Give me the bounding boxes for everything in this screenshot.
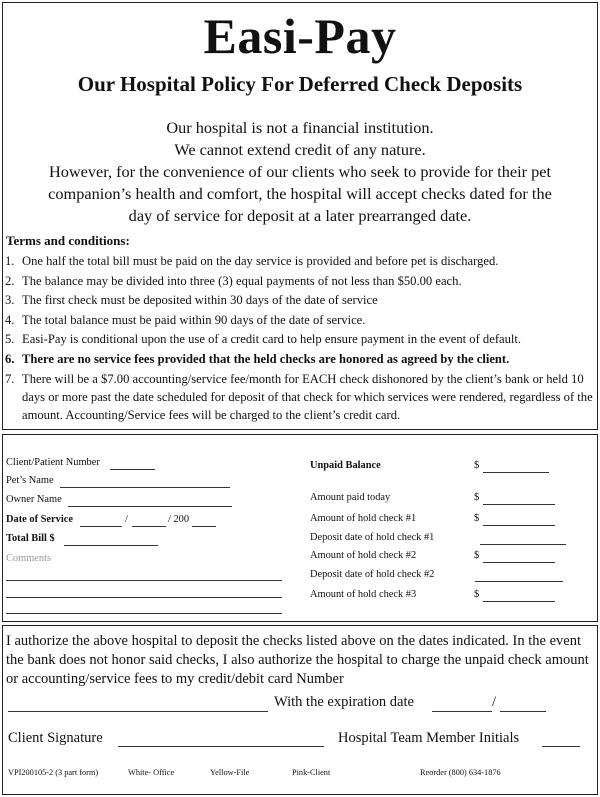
deposit-date-1-label: Deposit date of hold check #1 [310, 532, 435, 543]
pets-name-label: Pet’s Name [6, 475, 54, 486]
unpaid-balance-label: Unpaid Balance [310, 460, 381, 471]
client-signature-field[interactable] [118, 746, 324, 747]
term-item: 4. The total balance must be paid within 90 days of the date of service. [5, 312, 366, 327]
form-id: VPI200105-2 (3 part form) [8, 768, 99, 777]
service-day-field[interactable] [132, 526, 166, 527]
unpaid-balance-field[interactable] [483, 472, 549, 473]
date-separator: / [125, 514, 128, 525]
dollar-sign: $ [474, 460, 480, 471]
dollar-sign: $ [474, 513, 480, 524]
total-bill-label: Total Bill $ [6, 533, 55, 544]
dollar-sign: $ [474, 492, 480, 503]
page-subtitle: Our Hospital Policy For Deferred Check Deposits [77, 72, 523, 96]
card-number-field[interactable] [8, 711, 268, 712]
comments-line[interactable] [6, 613, 282, 614]
term-item: 1. One half the total bill must be paid on the day service is provided and before pet is discharged. [5, 254, 499, 268]
intro-line: companion’s health and comfort, the hospital will accept checks dated for the [48, 184, 552, 203]
term-item: 3. The first check must be deposited within 30 days of the date of service [5, 293, 378, 308]
copy-white: White- Office [128, 768, 175, 777]
hold-check-2-label: Amount of hold check #2 [310, 550, 417, 561]
client-patient-number-field[interactable] [110, 469, 155, 470]
expiration-separator: / [492, 694, 497, 710]
service-year-field[interactable] [192, 526, 216, 527]
copy-yellow: Yellow-File [210, 768, 250, 777]
client-patient-number-label: Client/Patient Number [6, 457, 100, 468]
term-item: 6. There are no service fees provided that the held checks are honored as agreed by the client. [5, 351, 510, 366]
service-month-field[interactable] [80, 526, 122, 527]
total-bill-field[interactable] [64, 545, 158, 546]
hold-check-2-field[interactable] [483, 562, 555, 563]
intro-line: day of service for deposit at a later prearranged date. [128, 206, 472, 225]
intro-line: However, for the convenience of our clients who seek to provide for their pet [48, 162, 552, 181]
date-year-prefix: / 200 [168, 514, 190, 525]
deposit-date-2-label: Deposit date of hold check #2 [310, 569, 435, 580]
pets-name-field[interactable] [60, 487, 230, 488]
expiration-month-field[interactable] [432, 711, 492, 712]
date-of-service-label: Date of Service [6, 514, 73, 525]
comments-label: Comments [6, 553, 52, 564]
amount-paid-today-field[interactable] [483, 504, 555, 505]
copy-pink: Pink-Client [292, 768, 331, 777]
term-item: 5. Easi-Pay is conditional upon the use of a credit card to help ensure payment in the event of default. [5, 332, 522, 347]
terms-heading: Terms and conditions: [6, 233, 130, 248]
team-initials-field[interactable] [542, 746, 580, 747]
team-initials-label: Hospital Team Member Initials [338, 730, 520, 746]
intro-line: We cannot extend credit of any nature. [174, 140, 426, 159]
client-signature-label: Client Signature [8, 730, 103, 746]
dollar-sign: $ [474, 550, 480, 561]
amount-paid-today-label: Amount paid today [310, 492, 391, 503]
comments-line[interactable] [6, 597, 282, 598]
hold-check-3-label: Amount of hold check #3 [310, 589, 417, 600]
hold-check-1-label: Amount of hold check #1 [310, 513, 417, 524]
expiration-label: With the expiration date [274, 694, 414, 710]
dollar-sign: $ [474, 589, 480, 600]
intro-line: Our hospital is not a financial institution. [166, 118, 434, 137]
hold-check-1-field[interactable] [483, 525, 555, 526]
terms-list [0, 252, 596, 424]
term-item: 2. The balance may be divided into three (3) equal payments of not less than $50.00 each. [5, 273, 462, 288]
deposit-date-2-field[interactable] [475, 581, 563, 582]
intro-text [0, 117, 600, 227]
owner-name-field[interactable] [68, 506, 232, 507]
page-title: Easi-Pay [203, 8, 397, 64]
authorization-text: I authorize the above hospital to deposit the checks listed above on the dates indicated. In the event the bank does not honor said checks, I also authorize the hospital to charge the unpaid check amount or accounting/service fees to my credit/debit card Number [6, 633, 589, 687]
term-item: 7. There will be a $7.00 accounting/service fee/month for EACH check dishonored by the client’s bank or held 10 days or more past the date scheduled for deposit of that check for which services were rendered, regardless of the amount. Accounting/Service fees will be charged to the client’s credit card. [5, 371, 593, 422]
reorder-info: Reorder (800) 634-1876 [420, 768, 501, 777]
owner-name-label: Owner Name [6, 494, 62, 505]
hold-check-3-field[interactable] [483, 601, 555, 602]
expiration-year-field[interactable] [500, 711, 546, 712]
deposit-date-1-field[interactable] [480, 544, 566, 545]
comments-line[interactable] [6, 580, 282, 581]
